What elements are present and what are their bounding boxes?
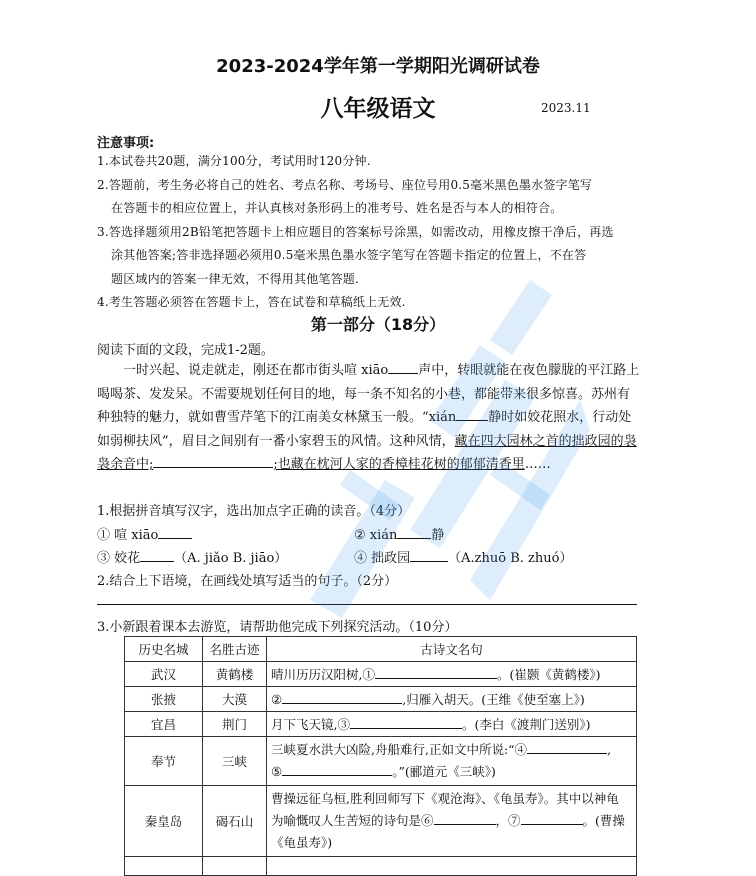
q2-answer-line bbox=[97, 604, 637, 605]
exam-title: 2023-2024学年第一学期阳光调研试卷 bbox=[216, 56, 540, 77]
notice-heading: 注意事项: bbox=[97, 136, 155, 151]
q2-stem: 2.结合上下语境，在画线处填写适当的句子。（2分） bbox=[97, 574, 398, 589]
table-row bbox=[125, 857, 637, 876]
col-header-poem: 古诗文名句 bbox=[267, 637, 637, 662]
q1-c: ③ 姣花 （A. jiǎo B. jiāo） bbox=[97, 547, 287, 566]
q3-stem: 3.小新跟着课本去游览，请帮助他完成下列探究活动。（10分） bbox=[97, 620, 458, 635]
col-header-site: 名胜古迹 bbox=[203, 637, 267, 662]
blank-1 bbox=[388, 360, 418, 374]
table-row: 武汉 黄鹤楼 晴川历历汉阳树,① 。(崔颢《黄鹤楼》) bbox=[125, 662, 637, 687]
q1-a: ① 喧 xiāo bbox=[97, 524, 192, 543]
col-header-city: 历史名城 bbox=[125, 637, 203, 662]
q1-stem: 1.根据拼音填写汉字，选出加点字正确的读音。（4分） bbox=[97, 504, 411, 519]
notice-item-3-cont2: 题区域内的答案一律无效，不得用其他笔答题. bbox=[111, 271, 360, 286]
table-header-row bbox=[125, 637, 637, 662]
underlined-sentence-2: ;也藏在枕河人家的香樟桂花树的郁郁清香里 bbox=[273, 457, 525, 472]
q1-d: ④ 拙政园 （A.zhuō B. zhuó） bbox=[354, 547, 572, 566]
part-one-heading: 第一部分（18分） bbox=[310, 315, 446, 334]
notice-list bbox=[97, 150, 642, 315]
reading-instruction: 阅读下面的文段，完成1-2题。 bbox=[97, 343, 274, 358]
notice-item-2-cont: 在答题卡的相应位置上，并认真核对条形码上的准考号、姓名是否与本人的相符合。 bbox=[111, 201, 563, 215]
notice-item-2: 2.答题前，考生务必将自己的姓名、考点名称、考场号、座位号用0.5毫米黑色墨水签字笔写 bbox=[97, 177, 593, 192]
table-row: 宜昌 荆门 月下飞天镜,③ 。(李白《渡荆门送别》) bbox=[125, 712, 637, 737]
reading-passage: 一时兴起、说走就走，刚还在都市街头喧 xiāo 声中，转眼就能在夜色朦胧的平江路上喝喝茶、发发呆。不需要规划任何目的地，每一条不知名的小巷，都能带来很多惊喜。苏州有种独特的魅力，就如曹雪芹笔下的江南美女林黛玉一般。“xián 静时如姣花照水，行动处如弱柳扶风”，眉目之间别有一番小家碧玉的风情。这种风情，藏在四大园林之首的拙政园的袅袅余音中; ;也藏在枕河人家的香樟桂花树的郁郁清香里…… bbox=[97, 359, 642, 477]
poem-table bbox=[124, 636, 637, 876]
q1-b: ② xián 静 bbox=[354, 524, 444, 543]
blank-sentence bbox=[153, 454, 273, 468]
notice-item-3: 3.答选择题须用2B铅笔把答题卡上相应题目的答案标号涂黑，如需改动，用橡皮擦干净后，再选 bbox=[97, 224, 614, 239]
notice-item-1: 1.本试卷共20题，满分100分，考试用时120分钟. bbox=[97, 154, 371, 168]
underlined-sentence-1: 藏在四大园林之首的拙政园的袅袅余音中; bbox=[97, 433, 637, 472]
exam-date: 2023.11 bbox=[541, 101, 591, 115]
exam-subject: 八年级语文 bbox=[320, 95, 436, 122]
notice-item-4: 4.考生答题必须答在答题卡上，答在试卷和草稿纸上无效. bbox=[97, 295, 406, 309]
table-row: 张掖 大漠 ② ,归雁入胡天。(王维《使至塞上》) bbox=[125, 687, 637, 712]
blank-2 bbox=[456, 407, 488, 421]
table-row: 秦皇岛 碣石山 曹操远征乌桓,胜利回师写下《观沧海》、《龟虽寿》。其中以神龟 为喻慨叹人生苦短的诗句是⑥ ，⑦ 。(曹操 《龟虽寿》) bbox=[125, 786, 637, 857]
table-row: 奉节 三峡 三峡夏水洪大凶险,舟船难行,正如文中所说:“④ , ⑤ 。”(郦道元《三峡》) bbox=[125, 737, 637, 786]
notice-item-3-cont: 涂其他答案;答非选择题必须用0.5毫米黑色墨水签字笔写在答题卡指定的位置上，不在答 bbox=[111, 248, 587, 262]
